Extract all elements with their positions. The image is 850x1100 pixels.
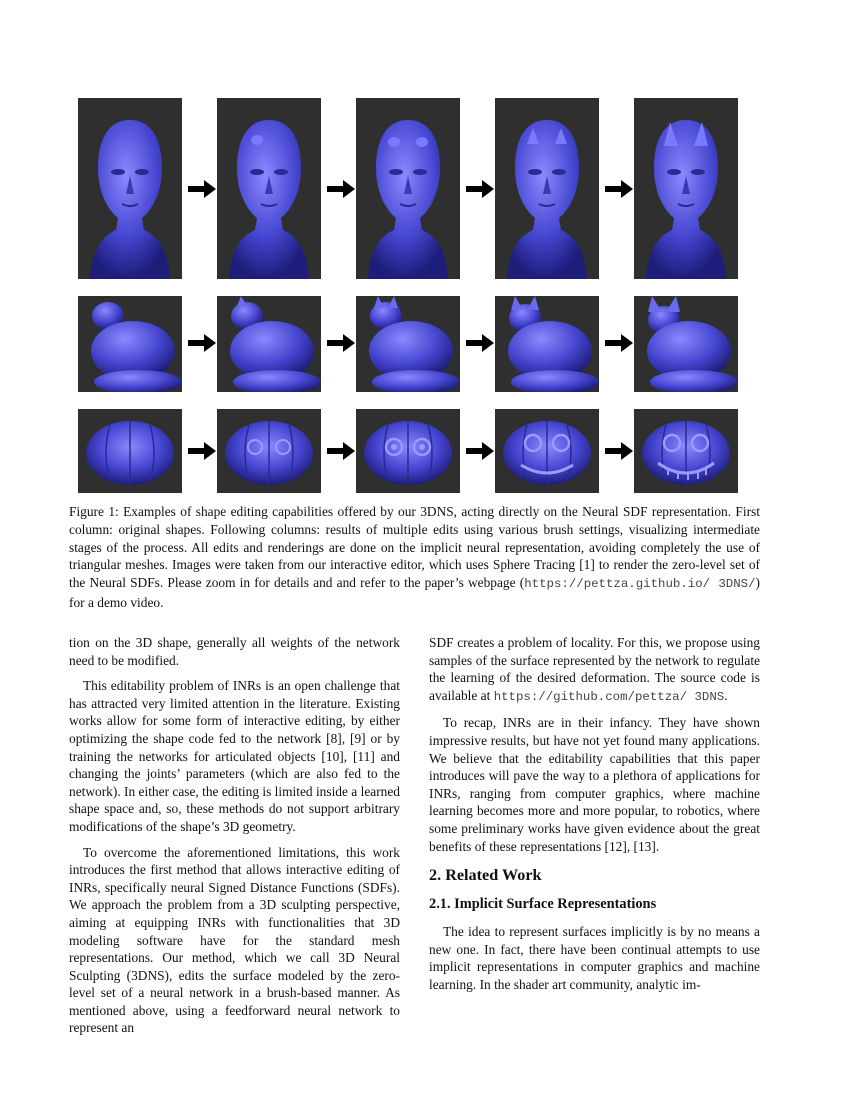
paragraph: tion on the 3D shape, generally all weights of the network need to be modified. xyxy=(69,635,400,668)
right-arrow-icon xyxy=(466,442,494,460)
section-heading: 2. Related Work xyxy=(429,866,542,885)
source-code-url[interactable]: https://github.com/pettza/ 3DNS xyxy=(493,689,725,704)
cat-shape-image xyxy=(356,296,460,392)
head-shape-image xyxy=(356,98,460,279)
right-arrow-icon xyxy=(466,180,494,198)
caption-tail: ) for a demo video. xyxy=(69,575,760,610)
head-shape-image xyxy=(78,98,182,279)
right-arrow-icon xyxy=(188,334,216,352)
right-arrow-icon xyxy=(605,180,633,198)
paragraph xyxy=(429,634,760,706)
subsection-heading: 2.1. Implicit Surface Representations xyxy=(429,896,657,913)
cat-shape-image xyxy=(217,296,321,392)
pumpkin-shape-image xyxy=(634,409,738,493)
right-column xyxy=(429,634,760,1002)
right-arrow-icon xyxy=(605,334,633,352)
paragraph: To recap, INRs are in their infancy. They have shown impressive results, but have not yet found many applications. We believe that the editability capabilities that this paper introduces will pave the way to a plethora of applications for INRs, ranging from computer graphics, where machine learning becomes more and more popular, to robotics, where some preliminary works have given evidence about the great benefits of these representations [12], [13]. xyxy=(429,715,760,854)
pumpkin-shape-image xyxy=(217,409,321,493)
right-arrow-icon xyxy=(327,442,355,460)
cat-shape-image xyxy=(495,296,599,392)
right-arrow-icon xyxy=(327,334,355,352)
paragraph-text: . xyxy=(724,687,728,703)
cat-shape-image xyxy=(634,296,738,392)
head-shape-image xyxy=(217,98,321,279)
right-arrow-icon xyxy=(188,442,216,460)
left-column xyxy=(69,634,400,1045)
right-arrow-icon xyxy=(188,180,216,198)
paragraph: To overcome the aforementioned limitations, this work introduces the first method that allows interactive editing of INRs, specifically neural Signed Distance Functions (SDFs). We approach the problem from a 3D sculpting perspective, aiming at equipping INRs with functionalities that 3D modeling software have for the standard mesh representations. Our method, which we call 3D Neural Sculpting (3DNS), edits the surface modeled by the zero-level set of a neural network in a brush-based manner. As mentioned above, using a feedforward neural network to represent an xyxy=(69,844,400,1036)
caption-text: Figure 1: Examples of shape editing capabilities offered by our 3DNS, acting directly on the Neural SDF representation. First column: original shapes. Following columns: results of multiple edits using various brush settings, visualizing intermediate stages of the process. All edits and renderings are done on the implicit neural representation, avoiding completely the use of triangular meshes. Images were taken from our interactive editor, which uses Sphere Tracing [1] to render the zero-level set of the Neural SDFs. Please zoom in for details and and refer to the paper’s webpage ( xyxy=(69,504,760,591)
pumpkin-shape-image xyxy=(78,409,182,493)
pumpkin-shape-image xyxy=(495,409,599,493)
pumpkin-shape-image xyxy=(356,409,460,493)
paragraph-text: SDF creates a problem of locality. For this, we propose using samples of the surface represented by the network to regulate the learning of the desired deformation. The source code is available at xyxy=(429,635,760,703)
right-arrow-icon xyxy=(466,334,494,352)
caption-url[interactable]: https://pettza.github.io/ 3DNS/ xyxy=(524,577,756,592)
paragraph: This editability problem of INRs is an open challenge that has attracted very limited attention in the literature. Existing works allow for some form of interactive editing, by either optimizing the shape code fed to the network [8], [9] or by training the networks for articulated objects [10], [11] and changing the joints’ parameters (which are also fed to the network). In either case, the editing is limited inside a learned shape space and, so, these methods do not support arbitrary modifications of the shape’s 3D geometry. xyxy=(69,678,400,834)
head-shape-image xyxy=(634,98,738,279)
right-arrow-icon xyxy=(605,442,633,460)
figure-caption xyxy=(69,503,760,612)
paragraph: The idea to represent surfaces implicitly is by no means a new one. In fact, there have been continual attempts to use implicit representations in computer graphics and machine learning. In the shader art community, analytic im- xyxy=(429,924,760,992)
right-arrow-icon xyxy=(327,180,355,198)
head-shape-image xyxy=(495,98,599,279)
cat-shape-image xyxy=(78,296,182,392)
